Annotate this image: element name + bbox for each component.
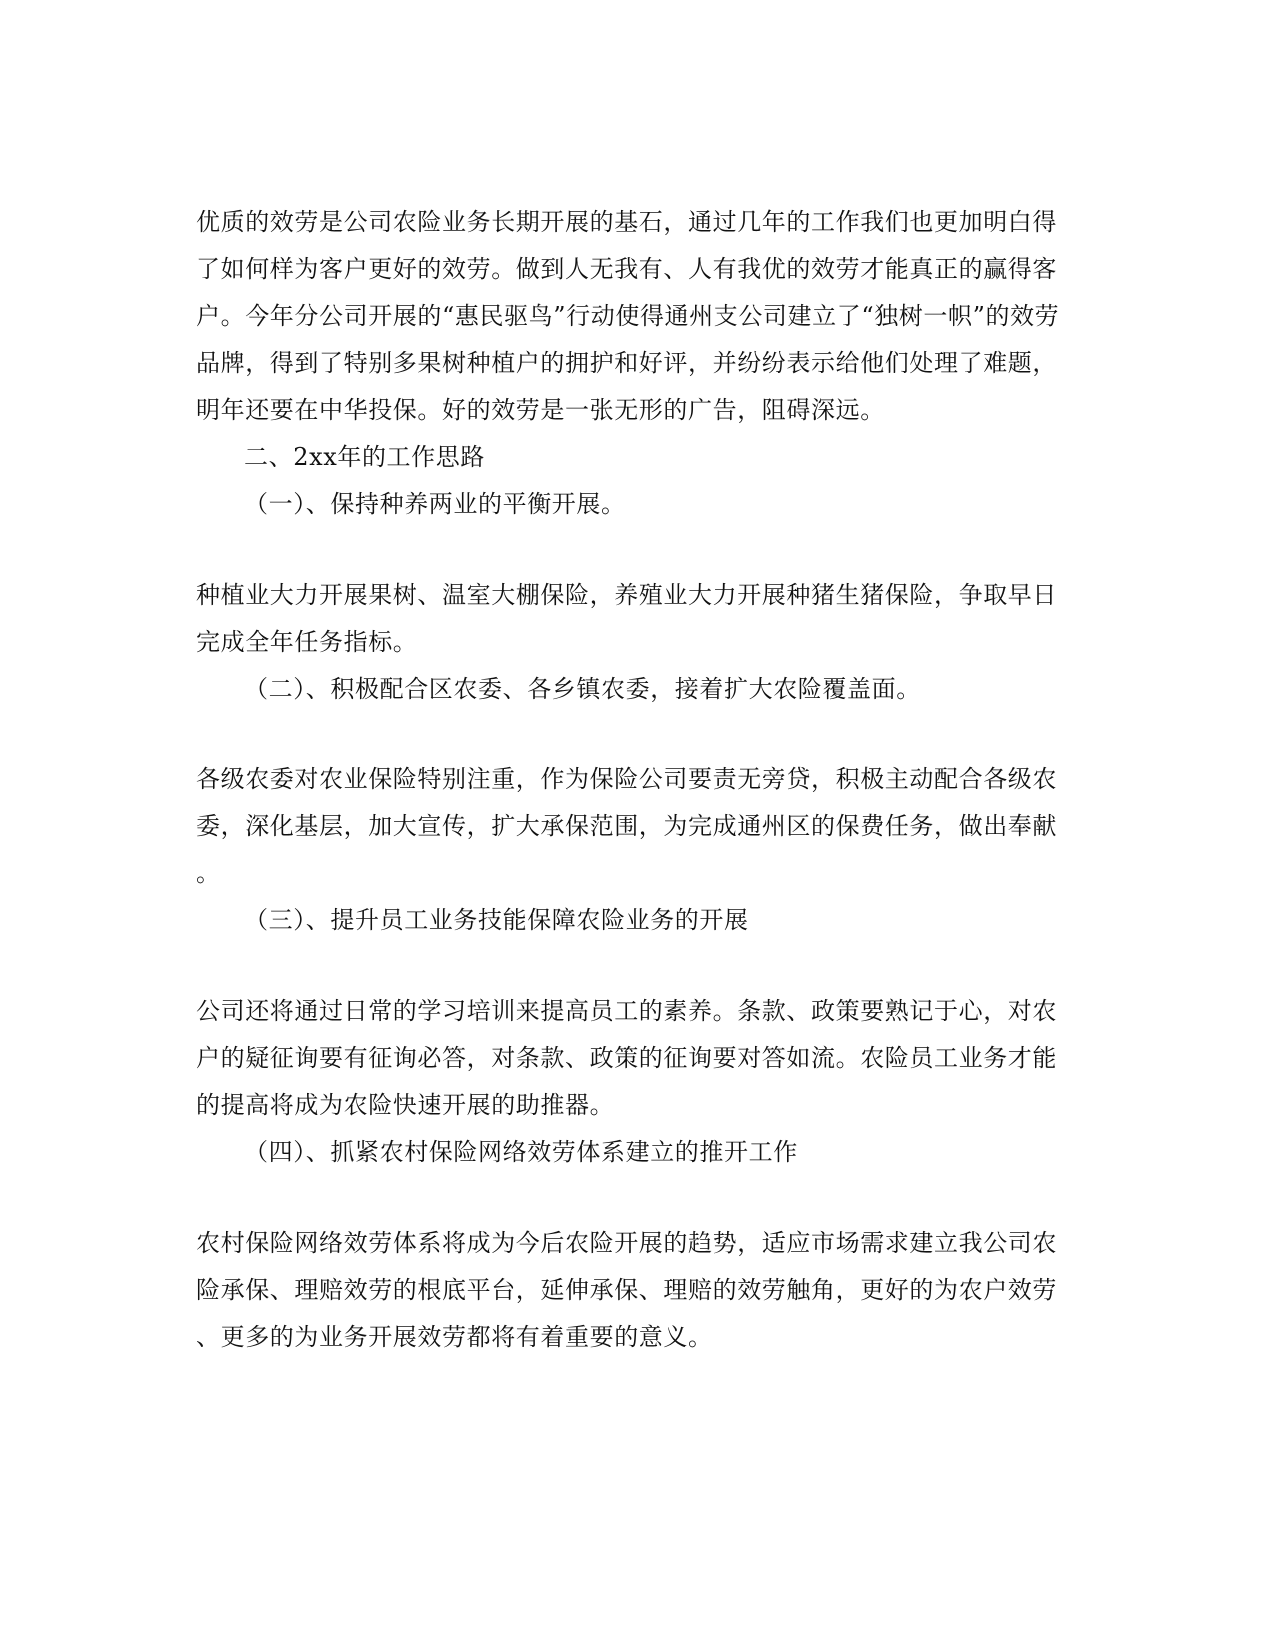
- text-line: 各级农委对农业保险特别注重，作为保险公司要责无旁贷，积极主动配合各级农: [196, 765, 1057, 793]
- subsection-heading-2: （二）、积极配合区农委、各乡镇农委，接着扩大农险覆盖面。: [244, 675, 921, 703]
- text-line: 优质的效劳是公司农险业务长期开展的基石，通过几年的工作我们也更加明白得: [196, 208, 1057, 236]
- text-line: 公司还将通过日常的学习培训来提高员工的素养。条款、政策要熟记于心，对农: [196, 997, 1057, 1025]
- section-heading-work-plan: 二、2xx年的工作思路: [244, 443, 485, 471]
- text-line: 。: [196, 859, 221, 887]
- subsection-heading-3: （三）、提升员工业务技能保障农险业务的开展: [244, 906, 749, 934]
- text-line: 种植业大力开展果树、温室大棚保险，养殖业大力开展种猪生猪保险，争取早日: [196, 581, 1057, 609]
- text-line: 农村保险网络效劳体系将成为今后农险开展的趋势，适应市场需求建立我公司农: [196, 1229, 1057, 1257]
- text-line: 明年还要在中华投保。好的效劳是一张无形的广告，阻碍深远。: [196, 396, 885, 424]
- text-line: 了如何样为客户更好的效劳。做到人无我有、人有我优的效劳才能真正的赢得客: [196, 255, 1057, 283]
- text-line: 户的疑征询要有征询必答，对条款、政策的征询要对答如流。农险员工业务才能: [196, 1044, 1057, 1072]
- text-line: 完成全年任务指标。: [196, 628, 418, 656]
- subsection-heading-4: （四）、抓紧农村保险网络效劳体系建立的推开工作: [244, 1138, 798, 1166]
- text-line: 委，深化基层，加大宣传，扩大承保范围，为完成通州区的保费任务，做出奉献: [196, 812, 1057, 840]
- text-line: 、更多的为业务开展效劳都将有着重要的意义。: [196, 1323, 713, 1351]
- text-line: 险承保、理赔效劳的根底平台，延伸承保、理赔的效劳触角，更好的为农户效劳: [196, 1276, 1057, 1304]
- text-line: 品牌，得到了特别多果树种植户的拥护和好评，并纷纷表示给他们处理了难题，: [196, 349, 1057, 377]
- text-line: 的提高将成为农险快速开展的助推器。: [196, 1091, 615, 1119]
- text-line: 户。今年分公司开展的“惠民驱鸟”行动使得通州支公司建立了“独树一帜”的效劳: [196, 302, 1060, 330]
- subsection-heading-1: （一）、保持种养两业的平衡开展。: [244, 490, 626, 518]
